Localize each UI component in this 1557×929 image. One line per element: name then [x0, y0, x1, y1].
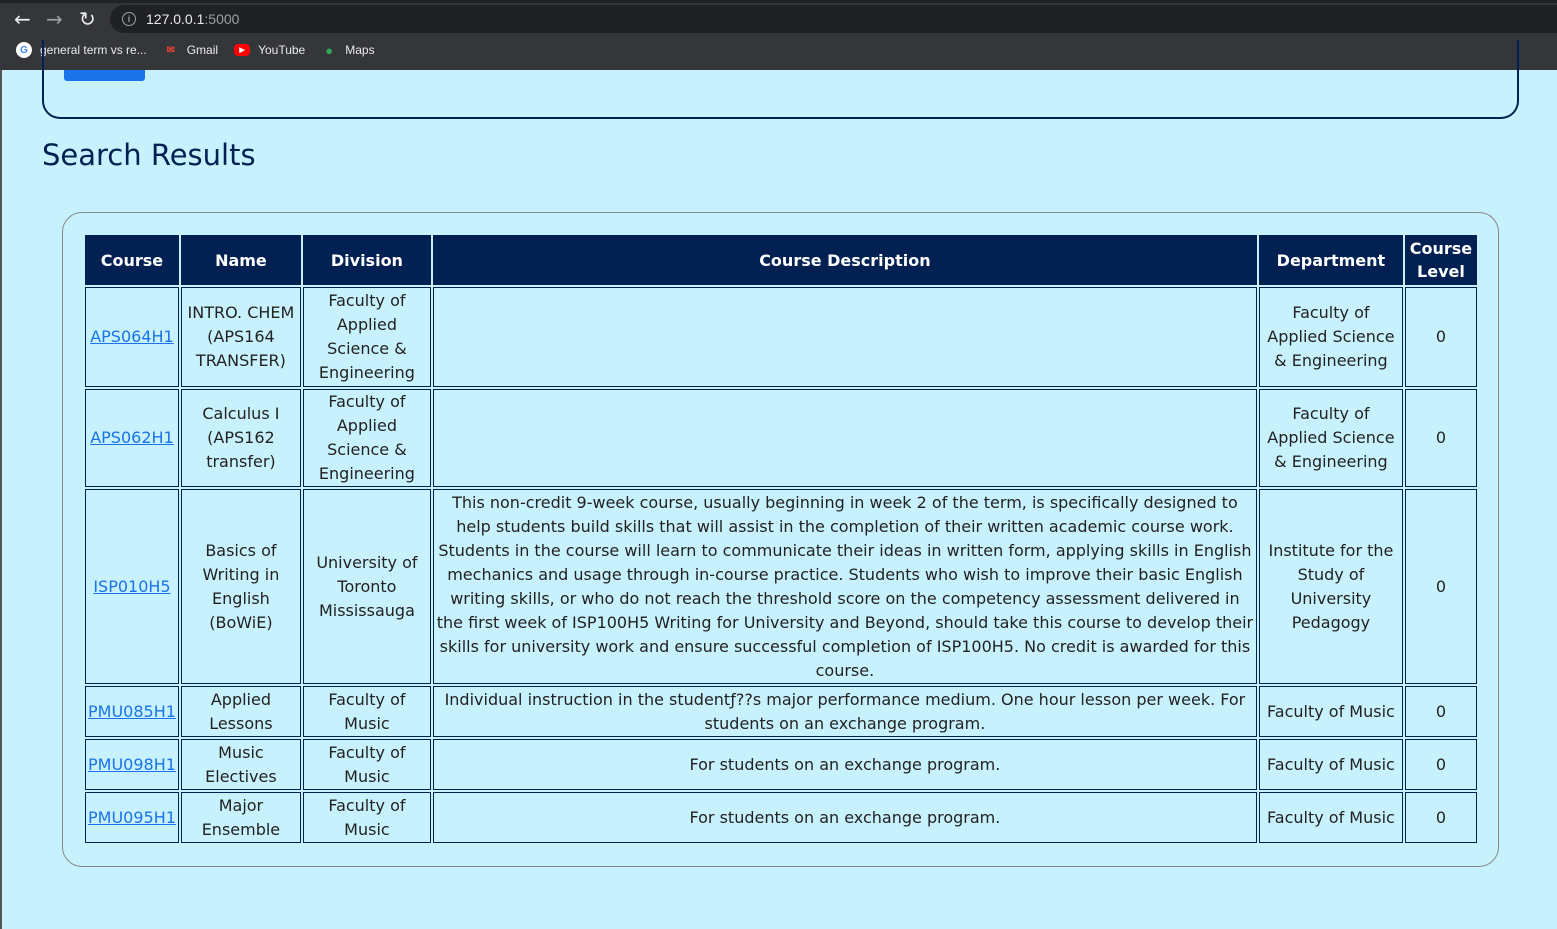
cell-description: For students on an exchange program. [433, 739, 1257, 790]
maps-icon: ● [325, 42, 334, 58]
table-row [85, 686, 1477, 737]
cell-course [85, 792, 179, 843]
bookmark-label: Gmail [186, 43, 219, 57]
reload-icon[interactable]: ↻ [79, 7, 96, 31]
cell-course [85, 739, 179, 790]
cell-course [85, 489, 179, 684]
cell-department: Faculty of Music [1259, 686, 1403, 737]
cell-level: 0 [1405, 686, 1477, 737]
table-row [85, 792, 1477, 843]
header-division: Division [303, 235, 431, 285]
cell-level: 0 [1405, 287, 1477, 387]
url-host: 127.0.0.1 [146, 11, 205, 27]
bookmark-label: general term vs re... [40, 43, 147, 57]
header-department: Department [1259, 235, 1403, 285]
table-row [85, 287, 1477, 387]
cell-name: Calculus I (APS162 transfer) [181, 389, 301, 487]
cell-name: INTRO. CHEM (APS164 TRANSFER) [181, 287, 301, 387]
gmail-icon: ✉ [166, 44, 175, 56]
cell-name: Music Electives [181, 739, 301, 790]
cell-department: Faculty of Applied Science & Engineering [1259, 389, 1403, 487]
page-title: Search Results [42, 138, 256, 172]
cell-division: Faculty of Music [303, 739, 431, 790]
header-level: Course Level [1405, 235, 1477, 285]
youtube-icon: ▶ [234, 44, 250, 56]
url-port: :5000 [204, 11, 240, 27]
cell-description [433, 389, 1257, 487]
tab-strip [0, 0, 1557, 3]
cell-level: 0 [1405, 489, 1477, 684]
cell-description: This non-credit 9-week course, usually beginning in week 2 of the term, is specifically designed to help students build skills that will assist in the completion of their written academic course work. Students in the course will learn to communicate their ideas in written form, applying skills in English mechanics and usage through in-course practice. Students who wish to improve their basic English writing skills, or who do not reach the threshold score on the competency assessment delivered in the first week of ISP100H5 Writing for University and Beyond, should take this course to develop their skills for university work and ensure successful completion of ISP100H5. No credit is awarded for this course. [433, 489, 1257, 684]
course-link[interactable]: PMU098H1 [88, 754, 176, 774]
window-edge [0, 70, 2, 929]
course-link[interactable]: APS062H1 [90, 428, 174, 447]
table-header-row [85, 235, 1477, 285]
cell-description: For students on an exchange program. [433, 792, 1257, 843]
header-name: Name [181, 235, 301, 285]
cell-level: 0 [1405, 739, 1477, 790]
cell-name: Major Ensemble [181, 792, 301, 843]
table-row [85, 389, 1477, 487]
cell-department: Institute for the Study of University Pedagogy [1259, 489, 1403, 684]
cell-division: University of Toronto Mississauga [303, 489, 431, 684]
course-link[interactable]: PMU095H1 [88, 807, 176, 827]
cell-level: 0 [1405, 792, 1477, 843]
cell-course [85, 287, 179, 387]
cell-course [85, 686, 179, 737]
back-icon[interactable]: ← [14, 7, 31, 31]
bookmark-label: Maps [345, 43, 375, 57]
address-bar[interactable] [110, 5, 1557, 33]
course-link[interactable]: PMU085H1 [88, 701, 176, 721]
cell-name: Applied Lessons [181, 686, 301, 737]
cell-course [85, 389, 179, 487]
results-table [83, 233, 1479, 845]
cell-name: Basics of Writing in English (BoWiE) [181, 489, 301, 684]
bookmark-label: YouTube [258, 43, 306, 57]
search-form-container [42, 40, 1519, 119]
info-icon[interactable]: i [122, 12, 136, 26]
cell-department: Faculty of Applied Science & Engineering [1259, 287, 1403, 387]
course-link[interactable]: APS064H1 [90, 327, 174, 346]
cell-division: Faculty of Applied Science & Engineering [303, 287, 431, 387]
cell-division: Faculty of Music [303, 686, 431, 737]
header-course: Course [85, 235, 179, 285]
header-description: Course Description [433, 235, 1257, 285]
table-row [85, 739, 1477, 790]
cell-description [433, 287, 1257, 387]
google-icon: G [16, 42, 32, 58]
table-row [85, 489, 1477, 684]
cell-division: Faculty of Music [303, 792, 431, 843]
forward-icon[interactable]: → [46, 7, 63, 31]
cell-description: Individual instruction in the studentƒ??s major performance medium. One hour lesson per week. For students on an exchange program. [433, 686, 1257, 737]
cell-department: Faculty of Music [1259, 792, 1403, 843]
cell-department: Faculty of Music [1259, 739, 1403, 790]
cell-division: Faculty of Applied Science & Engineering [303, 389, 431, 487]
course-link[interactable]: ISP010H5 [93, 576, 171, 596]
cell-level: 0 [1405, 389, 1477, 487]
search-button[interactable] [64, 70, 145, 81]
